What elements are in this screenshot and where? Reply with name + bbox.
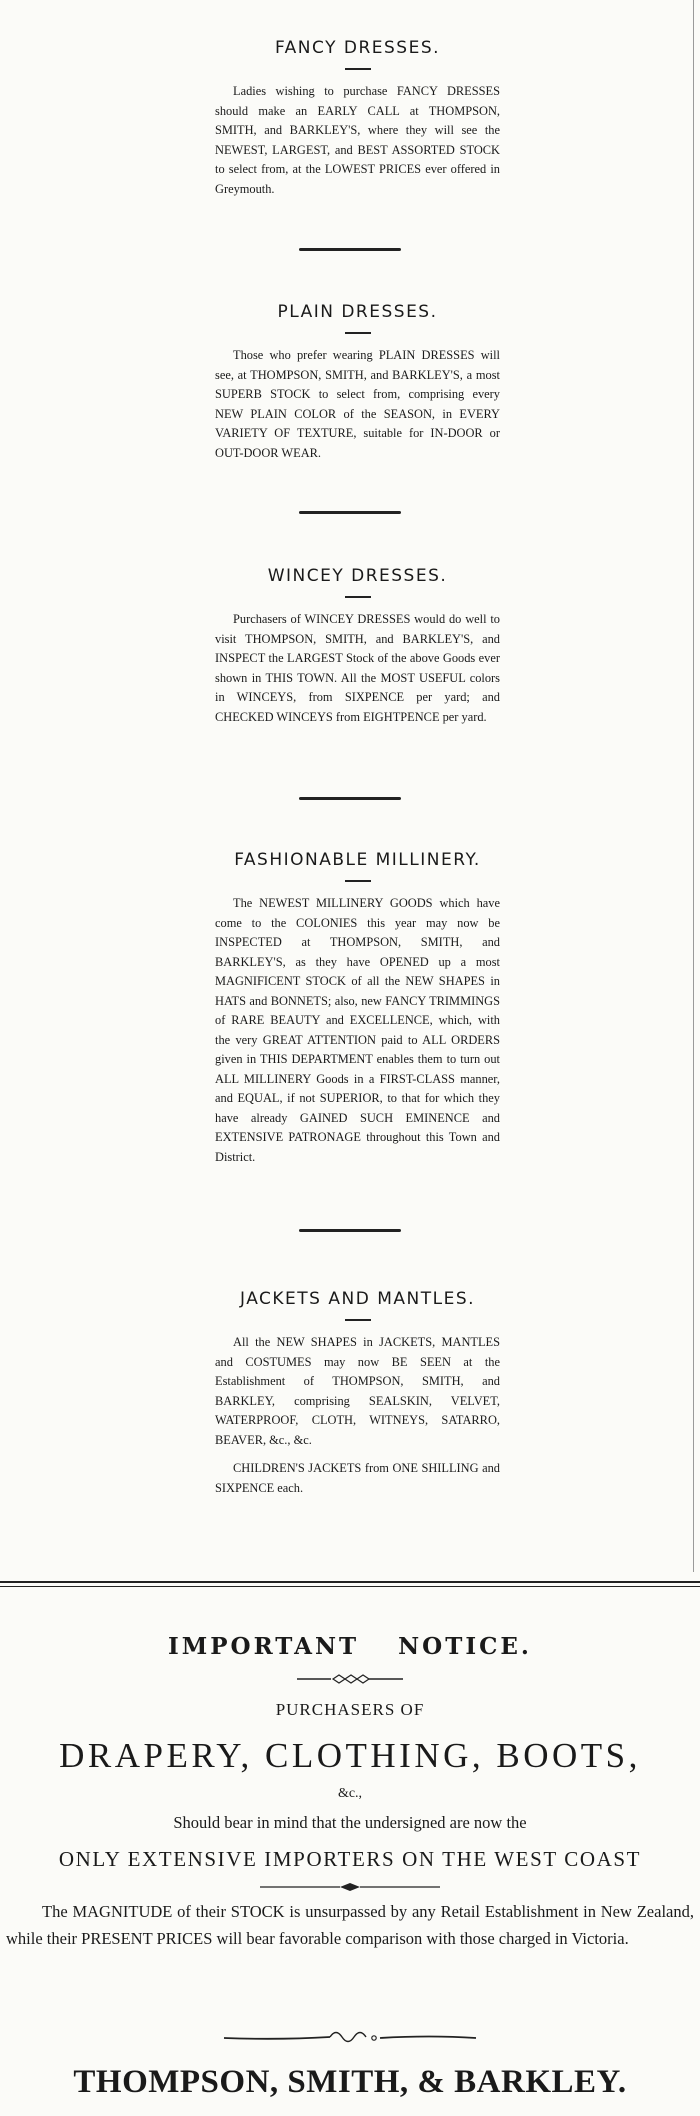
magnitude-paragraph: The MAGNITUDE of their STOCK is unsurpassed by any Retail Establishment in New Zealand, while their PRESENT PRICES will bear favorable comparison with those charged in Victoria. [6, 1902, 694, 1948]
short-dash [345, 596, 371, 598]
notice-heading: IMPORTANT NOTICE. [168, 1633, 532, 1660]
section-body: Purchasers of WINCEY DRESSES would do well to visit THOMPSON, SMITH, and BARKLEY'S, and INSPECT the LARGEST Stock of the above Goods ever shown in THIS TOWN. All the MOST USEFUL colors in WINCEYS, from SIXPENCE per yard; and CHECKED WINCEYS from EIGHTPENCE per yard. [215, 612, 500, 724]
section-body: Those who prefer wearing PLAIN DRESSES will see, at THOMPSON, SMITH, and BARKLEY'S, a most SUPERB STOCK to select from, comprising every NEW PLAIN COLOR of the SEASON, in EVERY VARIETY OF TEXTURE, suitable for IN-DOOR or OUT-DOOR WEAR. [215, 348, 500, 460]
section-plain-dresses [215, 302, 500, 463]
section-fancy-dresses [215, 38, 500, 199]
section-title: FASHIONABLE MILLINERY. [234, 850, 481, 870]
should-bear-text: Should bear in mind that the undersigned are now the [173, 1813, 527, 1832]
section-jackets-and-mantles [215, 1289, 500, 1498]
short-dash [345, 1319, 371, 1321]
section-divider [299, 797, 401, 800]
section-body: Ladies wishing to purchase FANCY DRESSES should make an EARLY CALL at THOMPSON, SMITH, and BARKLEY'S, where they will see the NEWEST, LARGEST, and BEST ASSORTED STOCK to select from, at the LOWEST PRICES ever offered in Greymouth. [215, 84, 500, 196]
purchasers-of: PURCHASERS OF [275, 1700, 425, 1719]
section-title: JACKETS AND MANTLES. [239, 1289, 476, 1309]
section-wincey-dresses [215, 566, 500, 727]
section-fashionable-millinery [215, 850, 500, 1167]
section-body: The NEWEST MILLINERY GOODS which have come to the COLONIES this year may now be INSPECTED at THOMPSON, SMITH, and BARKLEY'S, as they have OPENED up a most MAGNIFICENT STOCK of all the NEW SHAPES in HATS and BONNETS; also, new FANCY TRIMMINGS of RARE BEAUTY and EXCELLENCE, which, with the very GREAT ATTENTION paid to ALL ORDERS given in THIS DEPARTMENT enables them to turn out ALL MILLINERY Goods in a FIRST-CLASS manner, and EQUAL, if not SUPERIOR, to that for which they have already GAINED SUCH EMINENCE and EXTENSIVE PATRONAGE throughout this Town and District. [215, 896, 500, 1164]
section-title: WINCEY DRESSES. [267, 566, 448, 586]
column-rule [693, 0, 694, 1572]
goods-list: DRAPERY, CLOTHING, BOOTS, [59, 1736, 641, 1775]
line-ornament [0, 1879, 700, 1897]
section-title: PLAIN DRESSES. [277, 302, 438, 322]
etc-text: &c., [337, 1786, 363, 1801]
section-body: All the NEW SHAPES in JACKETS, MANTLES and COSTUMES may now BE SEEN at the Establishment of THOMPSON, SMITH, and BARKLEY, comprising SEALSKIN, VELVET, WATERPROOF, CLOTH, WITNEYS, SATARRO, BEAVER, &c., &c. [215, 1335, 500, 1447]
section-divider [299, 511, 401, 514]
short-dash [345, 68, 371, 70]
small-ornament [0, 1672, 700, 1690]
only-importers-text: ONLY EXTENSIVE IMPORTERS ON THE WEST COAST [58, 1847, 642, 1871]
section-title: FANCY DRESSES. [274, 38, 441, 58]
firm-name: THOMPSON, SMITH, & BARKLEY. [73, 2064, 627, 2100]
section-body: CHILDREN'S JACKETS from ONE SHILLING and SIXPENCE each. [215, 1461, 500, 1495]
page-double-rule [0, 1581, 700, 1587]
section-divider [299, 248, 401, 251]
section-divider [299, 1229, 401, 1232]
short-dash [345, 880, 371, 882]
short-dash [345, 332, 371, 334]
flourish-ornament [0, 2026, 700, 2053]
